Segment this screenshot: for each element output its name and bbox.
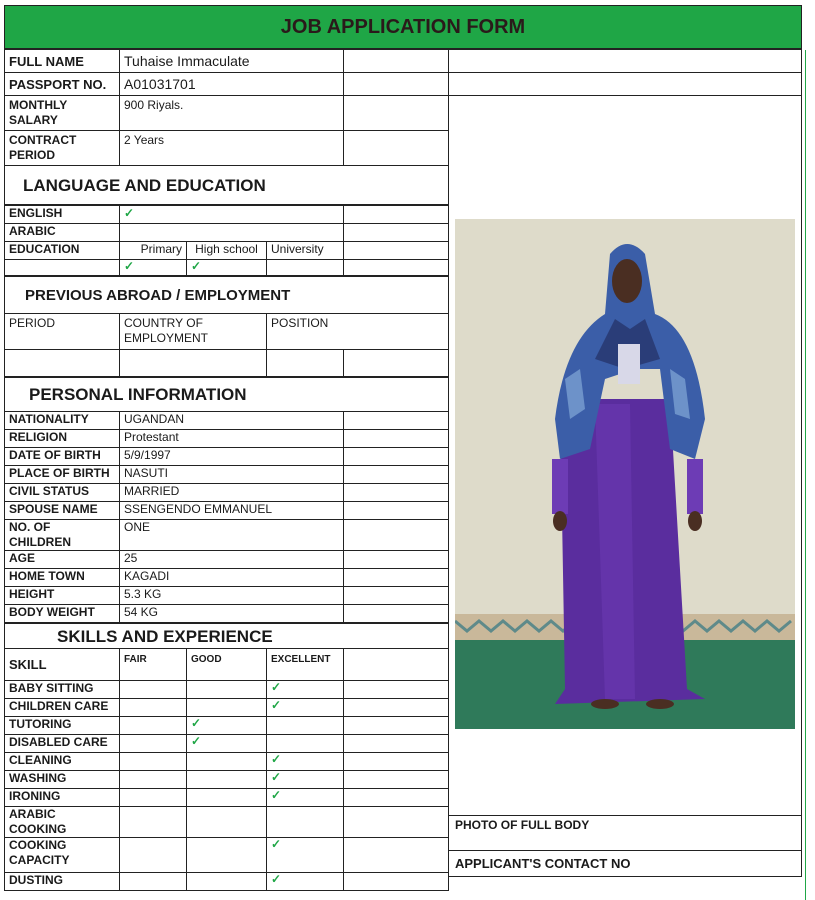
applicant-photo-illustration [455,219,795,729]
skill-check-icon: ✓ [271,752,282,766]
good-header: GOOD [187,649,267,681]
application-form [4,49,448,891]
personal-row [5,412,449,430]
skill-label: WASHING [5,771,120,789]
row-passport [5,73,449,96]
photo-label: PHOTO OF FULL BODY [449,816,802,851]
personal-label: HEIGHT [5,587,120,605]
fair-header: FAIR [120,649,187,681]
skill-row [5,753,449,771]
row-arabic [5,224,449,242]
skill-row [5,699,449,717]
skill-row [5,873,449,891]
personal-row [5,569,449,587]
row-salary [5,96,449,131]
personal-label: SPOUSE NAME [5,502,120,520]
personal-row [5,551,449,569]
personal-row [5,448,449,466]
skills-header-row [5,649,449,681]
employment-header-row [5,314,449,350]
personal-value: 25 [120,551,344,569]
personal-table [4,377,449,623]
skill-label: DISABLED CARE [5,735,120,753]
english-check-icon: ✓ [124,206,135,220]
skill-row [5,771,449,789]
personal-label: AGE [5,551,120,569]
personal-value: SSENGENDO EMMANUEL [120,502,344,520]
full-name-value: Tuhaise Immaculate [120,50,344,73]
skill-check-icon: ✓ [271,872,282,886]
skill-header: SKILL [5,649,120,681]
employment-empty-row [5,350,449,377]
personal-value: NASUTI [120,466,344,484]
personal-label: DATE OF BIRTH [5,448,120,466]
row-contract [5,131,449,166]
skill-check-icon: ✓ [271,837,282,851]
personal-row [5,466,449,484]
language-section-heading: LANGUAGE AND EDUCATION [5,166,449,205]
primary-check-icon: ✓ [124,259,135,273]
skill-check-icon: ✓ [191,716,202,730]
skill-row [5,789,449,807]
personal-value: UGANDAN [120,412,344,430]
position-header: POSITION [267,314,449,350]
skill-label: ARABIC COOKING [5,807,120,838]
personal-row [5,520,449,551]
personal-label: BODY WEIGHT [5,605,120,623]
employment-section-heading: PREVIOUS ABROAD / EMPLOYMENT [5,277,449,314]
skill-label: BABY SITTING [5,681,120,699]
row-full-name [5,50,449,73]
employment-table [4,276,449,377]
contract-label: CONTRACT PERIOD [5,131,120,166]
applicant-photo [455,219,795,729]
skills-section-heading: SKILLS AND EXPERIENCE [5,624,449,649]
skill-label: CLEANING [5,753,120,771]
skills-table [4,623,449,891]
education-label: EDUCATION [5,242,120,260]
personal-value: 5/9/1997 [120,448,344,466]
page-border [805,50,806,900]
skill-row [5,735,449,753]
row-english [5,206,449,224]
full-name-label: FULL NAME [5,50,120,73]
personal-value: 54 KG [120,605,344,623]
personal-value: ONE [120,520,344,551]
personal-value: 5.3 KG [120,587,344,605]
personal-row [5,502,449,520]
skill-label: CHILDREN CARE [5,699,120,717]
salary-label: MONTHLY SALARY [5,96,120,131]
personal-row [5,430,449,448]
skill-label: IRONING [5,789,120,807]
skill-label: DUSTING [5,873,120,891]
personal-value: KAGADI [120,569,344,587]
high-school-check-icon: ✓ [191,259,202,273]
salary-value: 900 Riyals. [120,96,344,131]
skill-check-icon: ✓ [271,770,282,784]
skill-row [5,681,449,699]
personal-label: CIVIL STATUS [5,484,120,502]
skill-check-icon: ✓ [271,680,282,694]
basic-info-table [4,49,449,205]
period-header: PERIOD [5,314,120,350]
form-title: JOB APPLICATION FORM [4,5,802,49]
english-label: ENGLISH [5,206,120,224]
row-education [5,242,449,260]
skill-check-icon: ✓ [191,734,202,748]
contract-value: 2 Years [120,131,344,166]
level-primary: Primary [120,242,187,260]
passport-label: PASSPORT NO. [5,73,120,96]
language-table [4,205,449,276]
personal-label: NO. OF CHILDREN [5,520,120,551]
personal-label: NATIONALITY [5,412,120,430]
skill-row [5,717,449,735]
personal-label: PLACE OF BIRTH [5,466,120,484]
contact-label: APPLICANT'S CONTACT NO [449,851,802,877]
excellent-header: EXCELLENT [267,649,344,681]
personal-row [5,587,449,605]
personal-value: MARRIED [120,484,344,502]
country-header: COUNTRY OF EMPLOYMENT [120,314,267,350]
personal-row [5,605,449,623]
passport-value: A01031701 [120,73,344,96]
skill-label: COOKING CAPACITY [5,838,120,873]
personal-row [5,484,449,502]
arabic-label: ARABIC [5,224,120,242]
personal-value: Protestant [120,430,344,448]
skill-check-icon: ✓ [271,698,282,712]
level-university: University [267,242,344,260]
personal-section-heading: PERSONAL INFORMATION [5,378,449,412]
personal-label: RELIGION [5,430,120,448]
skill-row [5,807,449,838]
skill-check-icon: ✓ [271,788,282,802]
skill-row [5,838,449,873]
row-education-marks [5,260,449,276]
level-high-school: High school [187,242,267,260]
skill-label: TUTORING [5,717,120,735]
personal-label: HOME TOWN [5,569,120,587]
